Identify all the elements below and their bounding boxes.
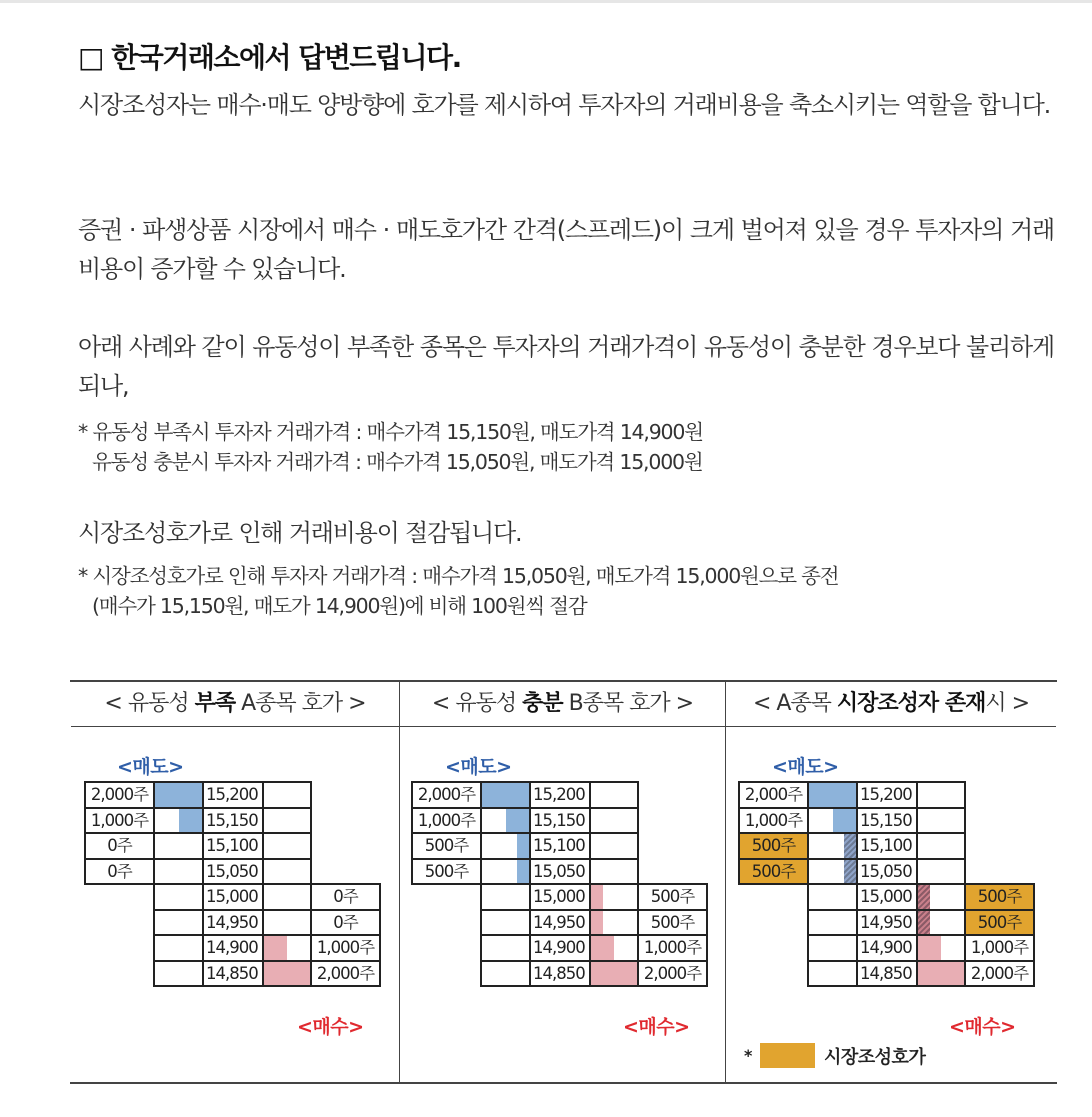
panel-title-pre: < A종목 bbox=[752, 691, 837, 716]
ask-depth-bar-cell bbox=[481, 808, 530, 834]
bid-price: 15,000 bbox=[530, 884, 590, 910]
bid-price: 14,950 bbox=[530, 910, 590, 936]
ask-depth-bar bbox=[517, 860, 529, 884]
bid-price: 14,950 bbox=[857, 910, 917, 936]
empty-bid-bar-cell bbox=[917, 833, 965, 859]
sell-label: <매도> bbox=[772, 756, 839, 778]
ask-quantity: 1,000주 bbox=[739, 808, 808, 834]
empty-bid-bar-cell bbox=[917, 782, 965, 808]
orderbook-table bbox=[411, 781, 708, 987]
bid-price: 14,850 bbox=[203, 961, 263, 987]
bid-row bbox=[412, 961, 707, 987]
bid-depth-bar-cell bbox=[590, 935, 638, 961]
empty-cell bbox=[739, 935, 808, 961]
ask-depth-bar bbox=[809, 783, 856, 807]
ask-depth-bar-cell bbox=[808, 859, 857, 885]
empty-cell bbox=[412, 935, 481, 961]
ask-price: 15,100 bbox=[530, 833, 590, 859]
ask-depth-bar bbox=[506, 809, 530, 833]
empty-ask-bar-cell bbox=[481, 961, 530, 987]
ask-price: 15,100 bbox=[203, 833, 263, 859]
panel-title-bold: 시장조성자 존재 bbox=[836, 691, 986, 716]
page-heading: □ 한국거래소에서 답변드립니다. bbox=[78, 41, 461, 74]
ask-price: 15,150 bbox=[203, 808, 263, 834]
panel-title-post: B종목 호가 > bbox=[562, 691, 694, 716]
empty-cell bbox=[638, 833, 707, 859]
ask-depth-bar-cell bbox=[808, 808, 857, 834]
ask-price: 15,200 bbox=[203, 782, 263, 808]
ask-depth-bar-cell bbox=[481, 833, 530, 859]
empty-bid-bar-cell bbox=[917, 859, 965, 885]
ask-price: 15,200 bbox=[530, 782, 590, 808]
panel-divider bbox=[725, 682, 726, 1082]
ask-quantity: 1,000주 bbox=[85, 808, 154, 834]
bid-quantity: 2,000주 bbox=[311, 961, 380, 987]
empty-ask-bar-cell bbox=[808, 935, 857, 961]
note-liquidity-line-2: 유동성 충분시 투자자 거래가격 : 매수가격 15,050원, 매도가격 15,000원 bbox=[92, 450, 703, 474]
ask-row bbox=[412, 808, 707, 834]
ask-quantity: 2,000주 bbox=[739, 782, 808, 808]
legend-market-maker-swatch bbox=[760, 1043, 815, 1068]
bid-depth-bar bbox=[591, 911, 603, 935]
empty-bid-bar-cell bbox=[263, 859, 311, 885]
ask-price: 15,100 bbox=[857, 833, 917, 859]
empty-ask-bar-cell bbox=[808, 910, 857, 936]
empty-cell bbox=[638, 782, 707, 808]
ask-row bbox=[85, 833, 380, 859]
bid-quantity: 0주 bbox=[311, 910, 380, 936]
panel-title-post: A종목 호가 > bbox=[235, 691, 366, 716]
bid-price: 15,000 bbox=[857, 884, 917, 910]
empty-cell bbox=[739, 961, 808, 987]
empty-bid-bar-cell bbox=[263, 833, 311, 859]
note-saving bbox=[78, 561, 838, 621]
empty-bid-bar-cell bbox=[263, 782, 311, 808]
panel-title-bold: 부족 bbox=[194, 691, 236, 716]
ask-depth-bar bbox=[844, 834, 856, 858]
sell-label: <매도> bbox=[117, 756, 184, 778]
legend-star: * bbox=[744, 1046, 753, 1065]
bid-price: 14,900 bbox=[857, 935, 917, 961]
empty-cell bbox=[638, 808, 707, 834]
empty-ask-bar-cell bbox=[481, 935, 530, 961]
ask-row bbox=[739, 833, 1034, 859]
empty-ask-bar-cell bbox=[154, 910, 203, 936]
empty-cell bbox=[965, 859, 1034, 885]
empty-cell bbox=[412, 961, 481, 987]
empty-cell bbox=[965, 833, 1034, 859]
ask-quantity: 500주 bbox=[739, 859, 808, 885]
ask-depth-bar-cell bbox=[808, 833, 857, 859]
ask-depth-bar-cell bbox=[154, 859, 203, 885]
bid-row bbox=[85, 910, 380, 936]
empty-ask-bar-cell bbox=[481, 884, 530, 910]
bid-price: 14,850 bbox=[530, 961, 590, 987]
bid-row bbox=[412, 884, 707, 910]
panel-divider bbox=[399, 682, 400, 1082]
bid-depth-bar-cell bbox=[263, 935, 311, 961]
sell-label: <매도> bbox=[445, 756, 512, 778]
bid-price: 14,850 bbox=[857, 961, 917, 987]
buy-label: <매수> bbox=[623, 1016, 690, 1038]
bid-depth-bar bbox=[264, 962, 310, 986]
bid-price: 14,950 bbox=[203, 910, 263, 936]
panel-title bbox=[400, 682, 725, 727]
bid-quantity: 1,000주 bbox=[965, 935, 1034, 961]
bid-row bbox=[739, 935, 1034, 961]
empty-cell bbox=[739, 910, 808, 936]
orderbook-table bbox=[738, 781, 1035, 987]
ask-price: 15,200 bbox=[857, 782, 917, 808]
ask-price: 15,050 bbox=[530, 859, 590, 885]
bid-row bbox=[739, 884, 1034, 910]
bid-depth-bar-cell bbox=[917, 961, 965, 987]
bid-row bbox=[412, 910, 707, 936]
ask-quantity: 2,000주 bbox=[85, 782, 154, 808]
ask-row bbox=[85, 808, 380, 834]
bid-quantity: 2,000주 bbox=[965, 961, 1034, 987]
ask-row bbox=[85, 859, 380, 885]
ask-quantity: 2,000주 bbox=[412, 782, 481, 808]
ask-quantity: 500주 bbox=[412, 833, 481, 859]
ask-price: 15,050 bbox=[857, 859, 917, 885]
ask-depth-bar-cell bbox=[154, 782, 203, 808]
empty-cell bbox=[412, 884, 481, 910]
empty-ask-bar-cell bbox=[808, 961, 857, 987]
empty-cell bbox=[85, 961, 154, 987]
orderbook-table bbox=[84, 781, 381, 987]
ask-row bbox=[412, 782, 707, 808]
bid-depth-bar-cell bbox=[263, 910, 311, 936]
bid-row bbox=[85, 884, 380, 910]
ask-depth-bar-cell bbox=[154, 808, 203, 834]
ask-depth-bar bbox=[482, 783, 529, 807]
bid-depth-bar-cell bbox=[917, 935, 965, 961]
ask-depth-bar-cell bbox=[154, 833, 203, 859]
empty-cell bbox=[965, 782, 1034, 808]
buy-label: <매수> bbox=[297, 1016, 364, 1038]
empty-bid-bar-cell bbox=[263, 808, 311, 834]
bid-depth-bar-cell bbox=[263, 884, 311, 910]
bid-depth-bar bbox=[591, 936, 614, 960]
bid-depth-bar bbox=[264, 936, 287, 960]
empty-cell bbox=[739, 884, 808, 910]
ask-depth-bar bbox=[833, 809, 857, 833]
bid-depth-bar-cell bbox=[590, 884, 638, 910]
paragraph-1: 시장조성자는 매수·매도 양방향에 호가를 제시하여 투자자의 거래비용을 축소시키는 역할을 합니다. bbox=[78, 91, 1051, 119]
empty-ask-bar-cell bbox=[808, 884, 857, 910]
panel-title bbox=[71, 682, 399, 727]
bid-quantity: 1,000주 bbox=[638, 935, 707, 961]
empty-bid-bar-cell bbox=[917, 808, 965, 834]
bid-row bbox=[739, 910, 1034, 936]
bid-quantity: 1,000주 bbox=[311, 935, 380, 961]
paragraph-4: 시장조성호가로 인해 거래비용이 절감됩니다. bbox=[78, 519, 522, 547]
empty-bid-bar-cell bbox=[590, 859, 638, 885]
bid-price: 14,900 bbox=[203, 935, 263, 961]
empty-bid-bar-cell bbox=[590, 833, 638, 859]
bid-quantity: 500주 bbox=[638, 884, 707, 910]
ask-quantity: 500주 bbox=[739, 833, 808, 859]
bid-depth-bar bbox=[918, 911, 930, 935]
ask-row bbox=[412, 859, 707, 885]
bid-depth-bar-cell bbox=[590, 910, 638, 936]
empty-ask-bar-cell bbox=[154, 884, 203, 910]
bid-row bbox=[739, 961, 1034, 987]
empty-bid-bar-cell bbox=[590, 782, 638, 808]
empty-ask-bar-cell bbox=[154, 935, 203, 961]
bid-depth-bar bbox=[918, 885, 930, 909]
empty-ask-bar-cell bbox=[481, 910, 530, 936]
note-saving-line-2: (매수가 15,150원, 매도가 14,900원)에 비해 100원씩 절감 bbox=[92, 594, 587, 618]
bid-row bbox=[85, 935, 380, 961]
ask-depth-bar bbox=[155, 783, 202, 807]
empty-cell bbox=[311, 782, 380, 808]
legend-market-maker-label: 시장조성호가 bbox=[824, 1047, 926, 1068]
empty-bid-bar-cell bbox=[590, 808, 638, 834]
ask-quantity: 1,000주 bbox=[412, 808, 481, 834]
bid-quantity: 500주 bbox=[965, 884, 1034, 910]
ask-quantity: 500주 bbox=[412, 859, 481, 885]
bid-row bbox=[85, 961, 380, 987]
note-liquidity-line-1: * 유동성 부족시 투자자 거래가격 : 매수가격 15,150원, 매도가격 14,900원 bbox=[78, 420, 703, 444]
ask-price: 15,050 bbox=[203, 859, 263, 885]
panel-title-pre: < 유동성 bbox=[431, 691, 523, 716]
empty-cell bbox=[965, 808, 1034, 834]
ask-quantity: 0주 bbox=[85, 833, 154, 859]
paragraph-2: 증권 · 파생상품 시장에서 매수 · 매도호가간 간격(스프레드)이 크게 벌어져 있을 경우 투자자의 거래비용이 증가할 수 있습니다. bbox=[78, 216, 1054, 283]
bid-depth-bar bbox=[591, 885, 603, 909]
paragraph-3: 아래 사례와 같이 유동성이 부족한 종목은 투자자의 거래가격이 유동성이 충분한 경우보다 불리하게 되나, bbox=[78, 333, 1054, 400]
bid-depth-bar-cell bbox=[917, 910, 965, 936]
empty-cell bbox=[85, 910, 154, 936]
buy-label: <매수> bbox=[949, 1016, 1016, 1038]
bid-depth-bar bbox=[918, 936, 941, 960]
bid-depth-bar-cell bbox=[263, 961, 311, 987]
top-divider bbox=[0, 0, 1092, 3]
empty-cell bbox=[85, 884, 154, 910]
bid-quantity: 500주 bbox=[965, 910, 1034, 936]
ask-row bbox=[85, 782, 380, 808]
bid-depth-bar bbox=[918, 962, 964, 986]
ask-depth-bar bbox=[844, 860, 856, 884]
ask-price: 15,150 bbox=[530, 808, 590, 834]
ask-row bbox=[739, 808, 1034, 834]
empty-ask-bar-cell bbox=[154, 961, 203, 987]
panel-title-post: 시 > bbox=[985, 691, 1030, 716]
ask-row bbox=[739, 859, 1034, 885]
ask-quantity: 0주 bbox=[85, 859, 154, 885]
panel-title bbox=[726, 682, 1056, 727]
ask-depth-bar bbox=[179, 809, 203, 833]
bid-quantity: 500주 bbox=[638, 910, 707, 936]
empty-cell bbox=[638, 859, 707, 885]
note-saving-line-1: * 시장조성호가로 인해 투자자 거래가격 : 매수가격 15,050원, 매도가격 15,000원으로 종전 bbox=[78, 564, 839, 588]
bid-row bbox=[412, 935, 707, 961]
ask-depth-bar-cell bbox=[481, 859, 530, 885]
ask-depth-bar-cell bbox=[808, 782, 857, 808]
empty-cell bbox=[412, 910, 481, 936]
bid-depth-bar-cell bbox=[917, 884, 965, 910]
empty-cell bbox=[311, 833, 380, 859]
bid-quantity: 0주 bbox=[311, 884, 380, 910]
bid-depth-bar bbox=[591, 962, 637, 986]
ask-row bbox=[412, 833, 707, 859]
ask-price: 15,150 bbox=[857, 808, 917, 834]
empty-cell bbox=[311, 808, 380, 834]
panel-title-bold: 충분 bbox=[522, 691, 563, 716]
bid-quantity: 2,000주 bbox=[638, 961, 707, 987]
bid-price: 15,000 bbox=[203, 884, 263, 910]
bid-depth-bar-cell bbox=[590, 961, 638, 987]
note-liquidity bbox=[78, 417, 703, 477]
empty-cell bbox=[311, 859, 380, 885]
ask-depth-bar bbox=[517, 834, 529, 858]
bid-price: 14,900 bbox=[530, 935, 590, 961]
ask-row bbox=[739, 782, 1034, 808]
panel-title-pre: < 유동성 bbox=[104, 691, 195, 716]
ask-depth-bar-cell bbox=[481, 782, 530, 808]
empty-cell bbox=[85, 935, 154, 961]
